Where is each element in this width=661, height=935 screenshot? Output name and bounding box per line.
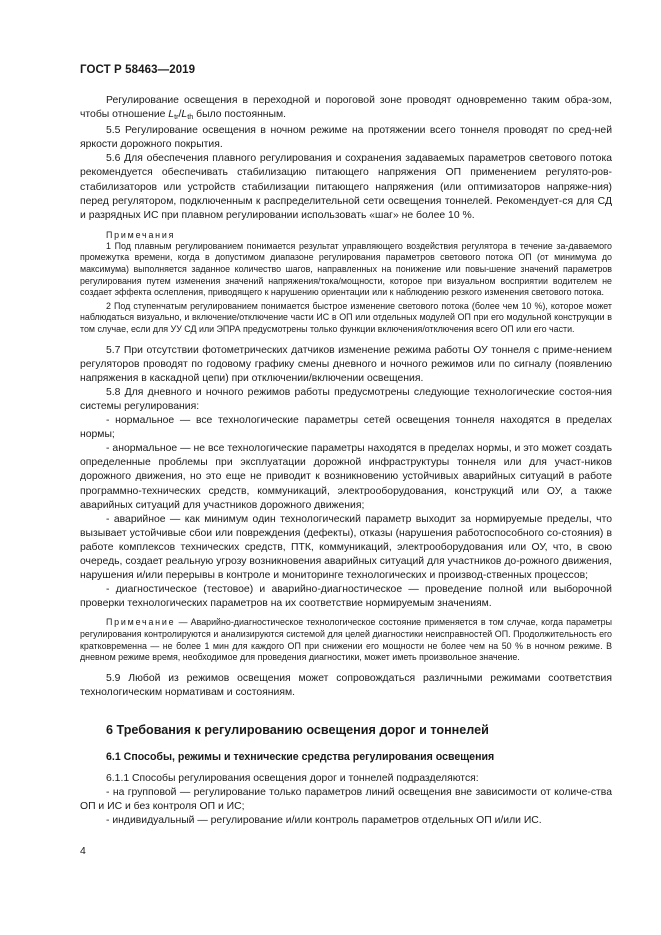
paragraph-transition-zone: Регулирование освещения в переходной и пороговой зоне проводят одновременно таким обра-зом, чтобы отношение $L_{tr}/L_{th}$ было постоянным. [80, 95, 612, 122]
notes-title: Примечания [106, 229, 176, 240]
list-item-diagnostic: - диагностическое (тестовое) и аварийно-диагностическое — проведение полной или выборочной проверки технологических параметров на их соответствие нормируемым значениям. [80, 584, 612, 610]
paragraph-5-6: 5.6 Для обеспечения плавного регулирования и сохранения задаваемых параметров светового потока рекомендуется обеспечивать стабилизацию питающего напряжения ОП применением регулято-ров-стабилизаторов или устройств стабилизации питающего напряжения (или оптимизаторов напряже-ния) перед регулятором, подключенным к распределительной сети освещения тоннелей. Рекомендует-ся для СД и разрядных ИС при плавном регулировании использовать «шаг» не более 10 %. [80, 153, 612, 221]
section-6-1-heading: 6.1 Способы, режимы и технические средства регулирования освещения [106, 750, 495, 763]
note-3-title: Примечание [106, 617, 176, 628]
list-item-emergency: - аварийное — как минимум один технологический параметр выходит за нормируемые пределы, что вызывает устойчивые сбои или повреждения (дефекты), отказы (нарушения работоспособного со-стояния) в работе комплексов технических средств, ПТК, коммуникаций, электрооборудования или ОУ, что, в свою очередь, создает реальную угрозу возникновения аварийных ситуаций для участников до-рожного движения, нарушения и/или перерывы в контроле и мониторинге технологических и производ-ственных процессов; [80, 513, 612, 582]
list-item-normal: - нормальное — все технологические параметры сетей освещения тоннеля находятся в пределах нормы; [80, 415, 612, 441]
standard-header: ГОСТ Р 58463—2019 [80, 64, 196, 76]
paragraph-5-8: 5.8 Для дневного и ночного режимов работы предусмотрены следующие технологические состоя-ния системы регулирования: [80, 386, 612, 412]
list-item-group: - на групповой — регулирование только параметров линий освещения вне зависимости от количе-ства ОП и ИС и без контроля ОП и ИС; [80, 787, 612, 813]
note-2: 2 Под ступенчатым регулированием понимается быстрое изменение светового потока (более чем 10 %), которое может наблюдаться визуально, и включение/отключение части ИС в ОП или отдельных модулей ОП при его модульной конструкции в том случае, если для УУ СД или ЭПРА предусмотрены только функции включения/отключения всего ОП или его части. [80, 300, 612, 334]
list-item-individual: - индивидуальный — регулирование и/или контроль параметров отдельных ОП и/или ИС. [106, 815, 542, 827]
note-3: Примечание — Аварийно-диагностическое технологическое состояние применяется в том случае, когда параметры регулирования контролируются и анализируются системой для целей диагностики неисправностей ОП. Продолжительность его кратковременна — не более 1 мин для каждого ОП при снижении его мощности не более чем на 50 % в ночном режиме. В дневном режиме время, необходимое для проведения диагностики, может иметь произвольное значение. [80, 617, 612, 663]
note-1: 1 Под плавным регулированием понимается результат управляющего воздействия регулятора в течение за-даваемого промежутка времени, когда в допустимом диапазоне регулирования параметров светового потока ОП (от минимума до максимума) выполняется заданное количество шагов, направленных на понижение или повы-шение значений параметров регулирования путем изменения значений напряжения/тока/мощности, которое при визуальном восприятии водителем не создает эффекта ослепления, приводящего к нарушению ориентации или к наблюдению резкого изменения светового потока. [80, 240, 612, 298]
paragraph-6-1-1: 6.1.1 Способы регулирования освещения дорог и тоннелей подразделяются: [106, 772, 479, 784]
paragraph-5-5: 5.5 Регулирование освещения в ночном режиме на протяжении всего тоннеля проводят по сред-ней яркости дорожного покрытия. [80, 125, 612, 151]
paragraph-5-7: 5.7 При отсутствии фотометрических датчиков изменение режима работы ОУ тоннеля с приме-нением регуляторов проводят по годовому графику смены дневного и ночного режимов или по сигналу (появлению напряжения в каскадной цепи) при отключении/включении освещения. [80, 344, 612, 384]
page-body [80, 94, 612, 828]
section-6-heading: 6 Требования к регулированию освещения дорог и тоннелей [106, 722, 489, 737]
paragraph-5-9: 5.9 Любой из режимов освещения может сопровождаться различными режимами соответствия технологическим нормативам и состояниям. [80, 672, 612, 698]
page-number: 4 [80, 846, 86, 857]
list-item-abnormal: - анормальное — не все технологические параметры находятся в пределах нормы, и это может создать определенные проблемы при эксплуатации дорожной инфраструктуры тоннеля или для участ-ников дорожного движения, но это еще не приводит к возникновению устойчивых аварийных ситуаций в работе программно-технических средств, коммуникаций, электрооборудования, конструкций или ОУ, а также аварийных ситуаций для участников дорожного движения; [80, 443, 612, 511]
